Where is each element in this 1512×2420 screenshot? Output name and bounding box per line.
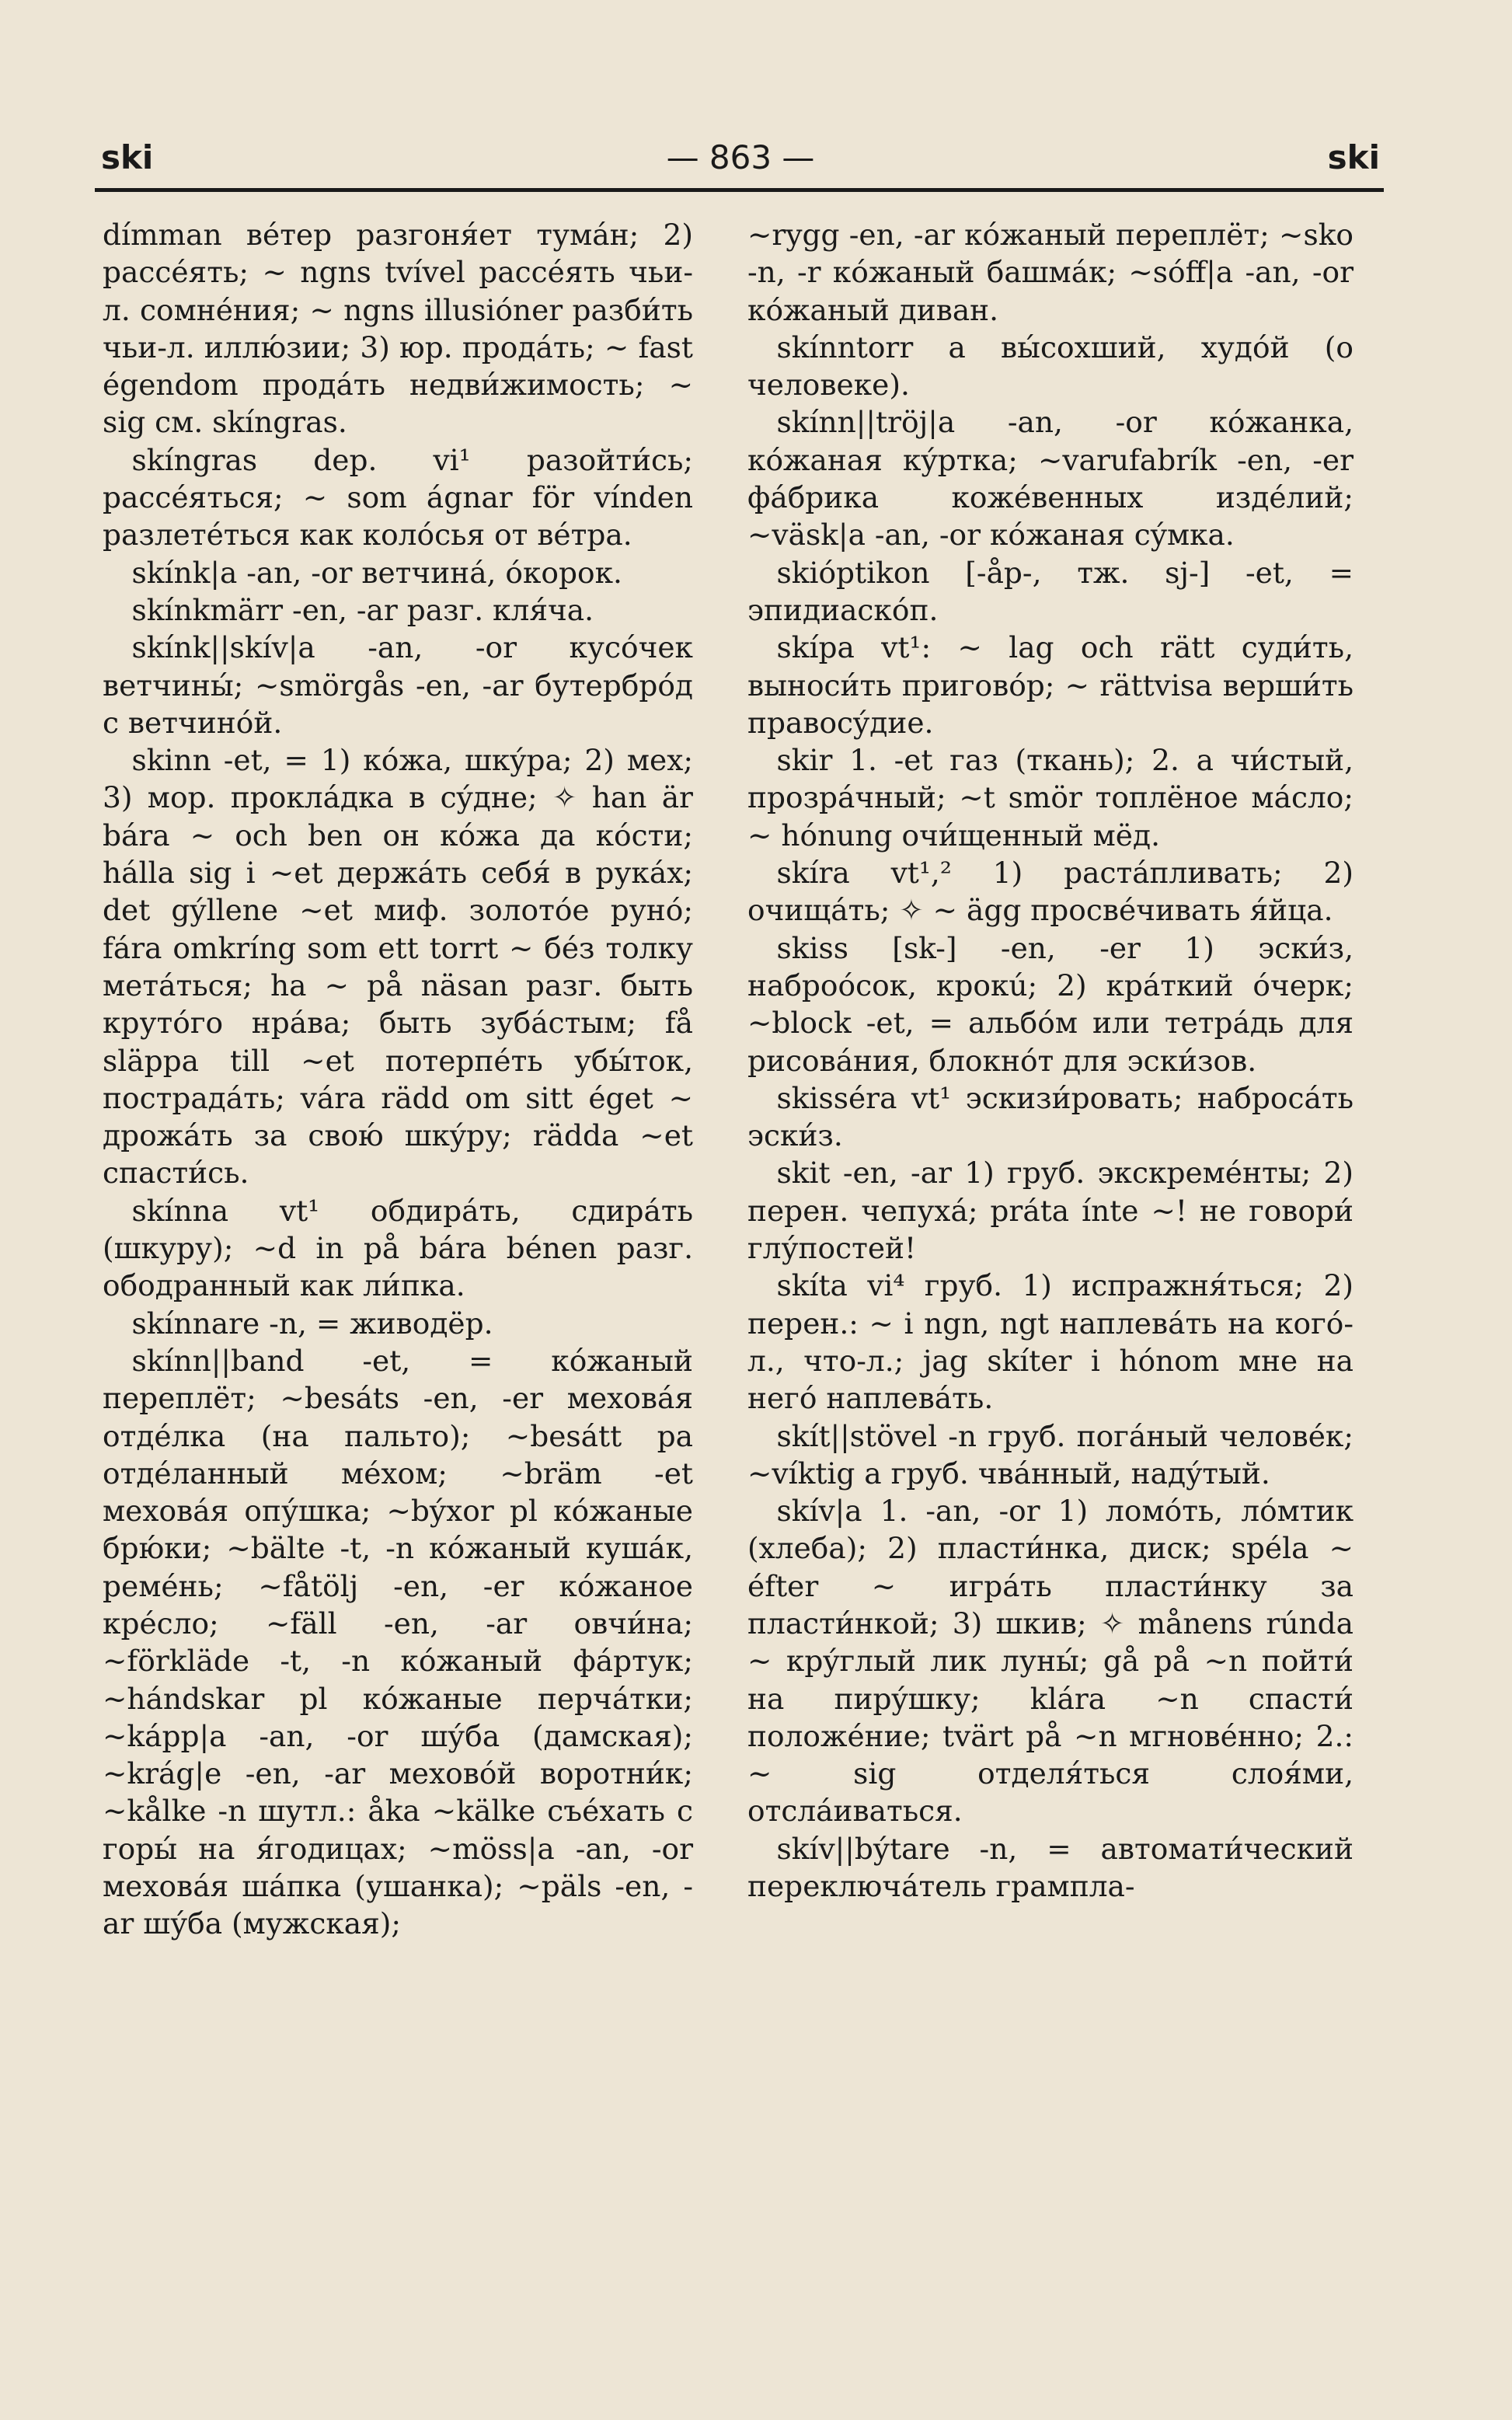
dictionary-entry: skínntorr a вы́сохший, худóй (о человеке). <box>747 330 1353 403</box>
dictionary-entry: skíta vi⁴ груб. 1) испражня́ться; 2) перен.: ~ i ngn, ngt наплевáть на когó-л., что-л.; jag skíter i hónom мне на негó наплевáть. <box>747 1268 1353 1416</box>
dictionary-entry: skínna vt¹ обдирáть, сдирáть (шкуру); ~d in på bára bénen разг. ободранный как ли́пка. <box>103 1193 693 1303</box>
dictionary-entry: skínn||tröj|a -an, -or кóжанка, кóжаная кýртка; ~varufabrík -en, -er фáбрика кожéвенных издéлий; ~väsk|a -an, -or кóжаная сýмка. <box>747 405 1353 553</box>
dictionary-entry: ~rygg -en, -ar кóжаный переплёт; ~sko -n, -r кóжаный башмáк; ~sóff|a -an, -or кóжаный диван. <box>747 218 1353 327</box>
dictionary-entry: skir 1. -et газ (ткань); 2. a чи́стый, прозрáчный; ~t smör топлёное мáсло; ~ hónung очи́щенный мёд. <box>747 743 1353 853</box>
right-column <box>747 216 1353 1905</box>
left-column <box>103 216 693 1943</box>
running-header <box>101 138 1380 185</box>
page-number: — 863 — <box>666 138 815 176</box>
dictionary-entry: skinn -et, = 1) кóжа, шкýра; 2) мех; 3) мор. проклáдка в сýдне; ✧ han är bára ~ och ben он кóжа да кóсти; hálla sig i ~et держáть себя́ в рукáх; det gýllene ~et миф. золотóе рунó; fára omkríng som ett torrt ~ бéз толку метáться; ha ~ på näsan разг. быть крутóго нрáва; быть зубáстым; få släppa till ~et потерпéть убы́ток, пострадáть; vára rädd om sitt éget ~ дрожáть за свою́ шкýру; rädda ~et спасти́сь. <box>103 743 693 1191</box>
dictionary-entry: skínn||band -et, = кóжаный переплёт; ~besáts -en, -er меховáя отдéлка (на пальто); ~besátt pa отдéланный мéхом; ~bräm -et меховáя опу́шка; ~býxor pl кóжаные брю́ки; ~bälte -t, -n кóжаный кушáк, ремéнь; ~fåtölj -en, -er кóжаное крéсло; ~fäll -en, -ar овчи́на; ~förkläde -t, -n кóжаный фáртук; ~hándskar pl кóжаные перчáтки; ~kápp|a -an, -or шу́ба (дамская); ~krág|e -en, -ar меховóй воротни́к; ~kålke -n шутл.: åka ~kälke съéхать с горы́ на я́годицах; ~möss|a -an, -or меховáя шáпка (ушанка); ~päls -en, -ar шу́ба (мужская); <box>103 1343 693 1941</box>
dictionary-entry: skit -en, -ar 1) груб. экскремéнты; 2) перен. чепухá; práta ínte ~! не говори́ глу́постей! <box>747 1156 1353 1266</box>
dictionary-entry: skínkmärr -en, -ar разг. кля́ча. <box>131 592 594 627</box>
left-guide-word: ski <box>101 138 154 176</box>
dictionary-entry: skínk|a -an, -or ветчинá, óкорок. <box>131 555 622 590</box>
dictionary-entry: dímman вéтер разгоня́ет тумáн; 2) рассéять; ~ ngns tvível рассéять чьи-л. сомнéния; ~ ngns illusióner разби́ть чьи-л. иллю́зии; 3) юр. продáть; ~ fast égendom продáть недви́жимость; ~ sig см. skíngras. <box>103 218 693 440</box>
right-guide-word: ski <box>1327 138 1380 176</box>
dictionary-entry: skióptikon [-åp-, тж. sj-] -et, = эпидиаскóп. <box>747 555 1353 627</box>
dictionary-entry: skínk||skív|a -an, -or кусóчек ветчины́; ~smörgås -en, -ar бутербрóд с ветчинóй. <box>103 630 693 740</box>
header-rule <box>95 188 1384 192</box>
dictionary-entry: skípa vt¹: ~ lag och rätt суди́ть, выноси́ть приговóр; ~ rättvisa верши́ть правосýдие. <box>747 630 1353 740</box>
dictionary-entry: skisséra vt¹ эскизи́ровать; набросáть эски́з. <box>747 1080 1353 1153</box>
dictionary-entry: skív||býtare -n, = автомати́ческий переключáтель грампла- <box>747 1831 1353 1904</box>
dictionary-entry: skíra vt¹,² 1) растáпливать; 2) очищáть; ✧ ~ ägg просвéчивать я́йца. <box>747 856 1353 928</box>
dictionary-entry: skíngras dep. vi¹ разойти́сь; рассéяться; ~ som ágnar för vínden разлетéться как колóсья от вéтра. <box>103 442 693 553</box>
dictionary-entry: skiss [sk-] -en, -er 1) эски́з, наброóсок, крокú; 2) крáткий óчерк; ~block -et, = альбóм или тетрáдь для рисовáния, блокнóт для эски́зов. <box>747 930 1353 1078</box>
dictionary-entry: skív|a 1. -an, -or 1) ломóть, лóмтик (хлеба); 2) пласти́нка, диск; spéla ~ éfter ~ игрáть пласти́нку за пласти́нкой; 3) шкив; ✧ månens rúnda ~ крýглый лик луны́; gå på ~n пойти́ на пирýшку; klára ~n спасти́ положéние; tvärt på ~n мгновéнно; 2.: ~ sig отделя́ться слоя́ми, отслáиваться. <box>747 1494 1353 1829</box>
dictionary-entry: skínnare -n, = живодёр. <box>131 1306 493 1341</box>
dictionary-entry: skít||stövel -n груб. погáный человéк; ~víktig a груб. чвáнный, надýтый. <box>747 1418 1353 1491</box>
